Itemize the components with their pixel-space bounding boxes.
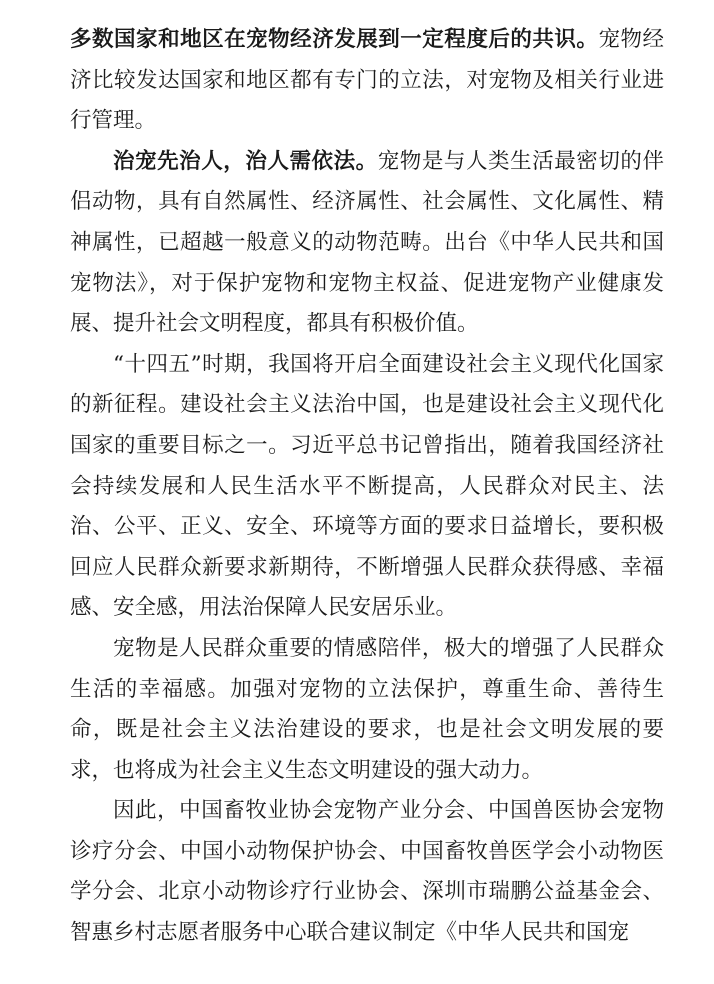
paragraph-1-bold: 多数国家和地区在宠物经济发展到一定程度后的共识。 xyxy=(70,27,599,52)
paragraph-2 xyxy=(70,142,664,345)
paragraph-2-bold: 治宠先治人，治人需依法。 xyxy=(113,148,378,174)
paragraph-5 xyxy=(70,791,664,953)
paragraph-3 xyxy=(70,345,664,629)
paragraph-3-text: “十四五”时期，我国将开启全面建设社会主义现代化国家的新征程。建设社会主义法治中国，也是建设社会主义现代化国家的重要目标之一。习近平总书记曾指出，随着我国经济社会持续发展和人民生活水平不断提高，人民群众对民主、法治、公平、正义、安全、环境等方面的要求日益增长，要积极回应人民群众新要求新期待，不断增强人民群众获得感、幸福感、安全感，用法治保障人民安居乐业。 xyxy=(70,351,664,621)
paragraph-1 xyxy=(70,20,664,142)
paragraph-2-text: 宠物是与人类生活最密切的伴侣动物，具有自然属性、经济属性、社会属性、文化属性、精神属性，已超越一般意义的动物范畴。出台《中华人民共和国宠物法》，对于保护宠物和宠物主权益、促进宠物产业健康发展、提升社会文明程度，都具有积极价值。 xyxy=(70,148,664,337)
paragraph-1-text: 宠物经济比较发达国家和地区都有专门的立法，对宠物及相关行业进行管理。 xyxy=(70,27,664,134)
paragraph-5-text: 因此，中国畜牧业协会宠物产业分会、中国兽医协会宠物诊疗分会、中国小动物保护协会、中国畜牧兽医学会小动物医学分会、北京小动物诊疗行业协会、深圳市瑞鹏公益基金会、智惠乡村志愿者服务中心联合建议制定《中华人民共和国宠 xyxy=(70,798,664,946)
paragraph-4 xyxy=(70,629,664,791)
paragraph-4-text: 宠物是人民群众重要的情感陪伴，极大的增强了人民群众生活的幸福感。加强对宠物的立法保护，尊重生命、善待生命，既是社会主义法治建设的要求，也是社会文明发展的要求，也将成为社会主义生态文明建设的强大动力。 xyxy=(70,635,664,783)
